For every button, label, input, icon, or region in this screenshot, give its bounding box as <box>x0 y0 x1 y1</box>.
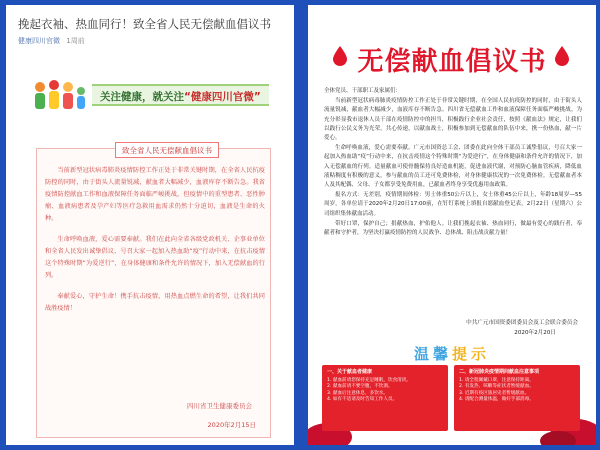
letter-paragraph: 当前新型冠状病毒肺炎疫情防控工作正处于非常关键时期，在全省人民抗疫防控的同时，由于街头人流量锐减，献血者大幅减少，血液库存不断告急。我省疫情防控献血工作和血液保障任务面临严峻挑战，但疫情中的重型患者、恶性肿瘤、血液病患者及孕产妇等医疗急救用血需求仍然十分迫切，血液是生命的火种。 <box>45 167 265 222</box>
article-meta <box>18 36 85 46</box>
poster-paragraph: 当前新型冠状病毒肺炎疫情防控工作正处于非常关键时期，在全国人民抗疫防控的同时，由于街头人流量锐减，献血者大幅减少，血液库存不断告急。四川省无偿献血工作和血液保障任务面临严峻挑战。为充分彰显我市退休人员干部在疫情防控中的担当，积极践行企业社会责任，按照《献血法》规定，让我们以践行公民义务为光荣，共心传递，以献血战士，积极参加到无偿献血的队伍中来，携一份热血，献一片爱心。 <box>324 98 582 142</box>
tips-box-heading: 二、新冠肺炎疫情期间献血注意事项 <box>459 369 540 375</box>
letter-heading: 致全省人民无偿献血倡议书 <box>115 142 219 158</box>
tips-item: 3. 近期有疫区旅居史者暂缓献血。 <box>459 390 530 396</box>
tips-item: 4. 如有不适请及时告知工作人员。 <box>327 397 398 403</box>
poster-date: 2020年2月20日 <box>514 330 556 336</box>
tips-title-part2: 提示 <box>452 345 491 363</box>
letter-paragraph: 生命呼唤血液，爱心需要奉献。我们在此向全省各级党政机关、企事业单位和全省人民发出诚挚倡议，号召大家一起加入热血助“疫”行动中来，在抗击疫情这个特殊时期“为爱逆行”，在身体健康和条件允许的情况下，加入无偿献血的行列。 <box>45 236 265 279</box>
article-title: 挽起衣袖、热血同行！致全省人民无偿献血倡议书 <box>18 17 271 31</box>
account-name-link[interactable]: 健康四川官微 <box>18 37 60 45</box>
slogan-text: 关注健康，就关注 <box>100 91 184 103</box>
proposal-letter <box>36 148 271 438</box>
family-illustration-icon <box>30 79 92 113</box>
letter-paragraph: 奉献爱心，守护生命！携手抗击疫情，用热血点燃生命的希望，让我们共同战胜疫情！ <box>45 293 265 312</box>
poster-signature: 中共广元市国资委团委员会及工会联合委员会 <box>466 320 578 326</box>
poster-paragraph: 报名方式：无差别，疫情期间体检：男士体重50公斤以上，女士体重45公斤以上，年龄18周岁—55周岁，各单位请于2020年2月20日17:00前，在钉钉系统上填报自愿献血登记表，2月22日（星期六）公司组织集体献血活动。 <box>324 192 582 217</box>
tips-box-heading: 一、关于献血者健康 <box>327 369 373 375</box>
wechat-article-panel <box>6 5 294 445</box>
tips-item: 1. 请全程佩戴口罩，注意保持距离。 <box>459 377 534 383</box>
poster-panel <box>308 5 596 445</box>
tips-item: 3. 献血后注意休息，多饮水。 <box>327 390 388 396</box>
follow-banner <box>30 73 270 117</box>
tips-box-epidemic <box>454 365 580 431</box>
slogan-account: “健康四川官微” <box>184 91 261 103</box>
tips-item: 1. 献血前请您保持充足睡眠，饮食清淡。 <box>327 377 411 383</box>
poster-body <box>324 87 582 239</box>
letter-date: 2020年2月15日 <box>207 421 256 429</box>
tips-title <box>308 343 596 364</box>
poster-paragraph: 带好口罩，保护自己；捐献热血，护佑他人。让我们挽起衣袖、热血同行，做最有爱心的践行者，奉献者和守护者，为坚决打赢疫情防控的人民战争、总体战、阻击战贡献力量！ <box>324 220 582 237</box>
letter-body <box>45 165 265 324</box>
article-date: 1周前 <box>66 37 85 45</box>
letter-signature: 四川省卫生健康委员会 <box>187 402 252 410</box>
tips-item: 2. 献血前请不要空腹，不饮酒。 <box>327 384 393 390</box>
poster-salutation: 全体党员、干部职工及家属们： <box>324 88 402 94</box>
tips-item: 2. 有发热、咳嗽等症状者暂缓献血。 <box>459 384 534 390</box>
tips-box-donor-health <box>322 365 448 431</box>
poster-title: 无偿献血倡议书 <box>357 47 547 77</box>
poster-paragraph: 生命呼唤血液，爱心需要奉献。广元市国资总工会、团委在此向全体干部员工诚挚倡议，号召大家一起加入热血助“疫”行动中来，在抗击疫情这个特殊时期“为爱逆行”，在身体健康和条件允许的情况下，加入无偿献血的行列。适量献血可使骨髓保持良好造血机能，促进血液代谢，对预防心脑血管疾病，降低血液粘稠度有积极的意义。参与献血的员工还可免费体检，对身体健康状况的一次免费体检。无偿献血者本人及其配偶、父母、子女都享受免费用血，已献血者终身享受优惠用血政策。 <box>324 145 582 189</box>
tips-item: 4. 请配合测量体温，做好手部消毒。 <box>459 397 534 403</box>
tips-title-part1: 温馨 <box>413 345 452 363</box>
follow-slogan <box>92 84 269 106</box>
